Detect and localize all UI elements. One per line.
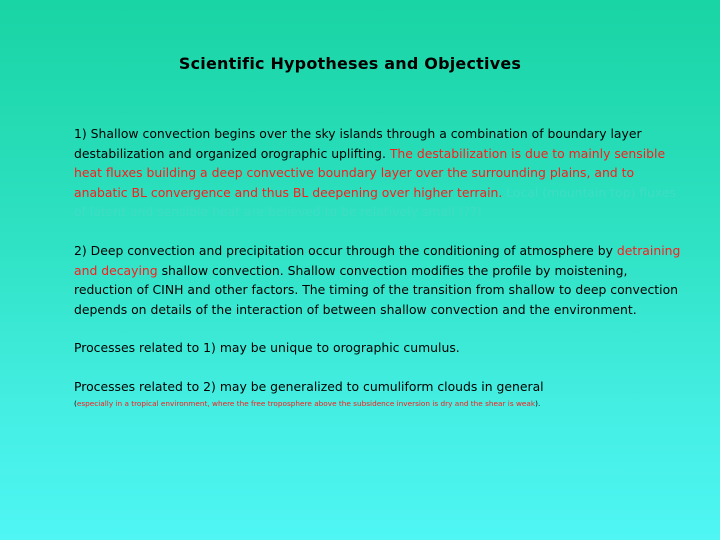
processes-1-statement: Processes related to 1) may be unique to orographic cumulus. <box>74 340 460 356</box>
hypothesis-1-faint-note: Local (mountain top) fluxes of latent and sensible heat are believed to be relatively small (??) <box>74 184 676 220</box>
hypothesis-1-highlight: The destabilization is due to mainly sensible heat fluxes building a deep convective boundary layer over the surrounding plains, and to anabatic BL convergence and thus BL deepening over higher terrain. <box>74 145 666 200</box>
processes-2-note <box>74 398 684 410</box>
hypothesis-2 <box>74 241 684 319</box>
note-open-paren: ( <box>74 398 77 408</box>
hypothesis-1-text: 1) Shallow convection begins over the sky islands through a combination of boundary layer destabilization and organized orographic uplifting. <box>74 126 642 161</box>
page-title: Scientific Hypotheses and Objectives <box>178 54 522 73</box>
hypothesis-2-text-start: 2) Deep convection and precipitation occur through the conditioning of atmosphere by <box>74 242 617 258</box>
hypothesis-2-highlight: detraining and decaying <box>74 242 681 278</box>
note-close-paren: ). <box>535 398 541 408</box>
slide-body <box>74 124 684 410</box>
hypothesis-2-text-end: shallow convection. Shallow convection modifies the profile by moistening, reduction of CINH and other factors. The timing of the transition from shallow to deep convection depends on details of the interaction of between shallow convection and the environment. <box>74 262 679 317</box>
note-text: especially in a tropical environment, where the free troposphere above the subsidence inversion is dry and the shear is weak <box>76 398 536 408</box>
processes-2-statement: Processes related to 2) may be generalized to cumuliform clouds in general <box>74 378 544 394</box>
hypothesis-1 <box>74 124 684 222</box>
